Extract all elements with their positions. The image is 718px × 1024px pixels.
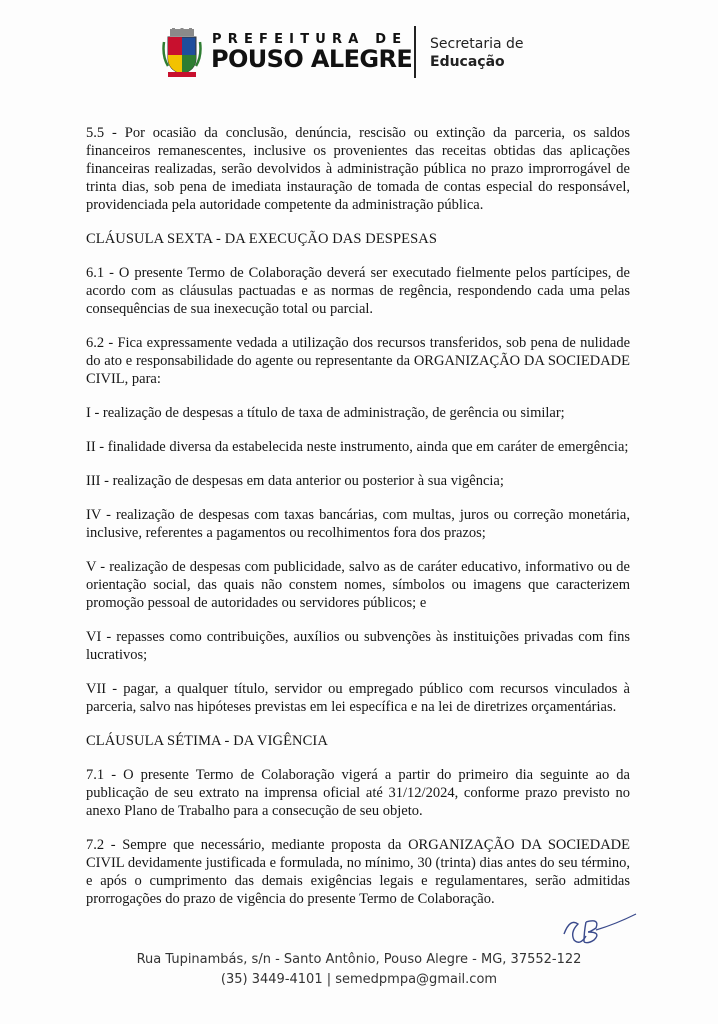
document-body — [86, 124, 630, 908]
brand-top-text: PREFEITURA DE — [212, 32, 408, 47]
header-divider — [414, 26, 416, 78]
clause-heading-sexta: CLÁUSULA SEXTA - DA EXECUÇÃO DAS DESPESAS — [86, 231, 437, 247]
department-line-1: Secretaria de — [430, 36, 524, 52]
list-item-iv: IV - realização de despesas com taxas bancárias, com multas, juros ou correção monetária, inclusive, referentes a pagamentos ou recolhimentos fora dos prazos; — [86, 507, 630, 541]
paragraph-7-1: 7.1 - O presente Termo de Colaboração vigerá a partir do primeiro dia seguinte ao da publicação de seu extrato na imprensa oficial até 31/12/2024, conforme prazo previsto no anexo Plano de Trabalho para a consecução de seu objeto. — [86, 767, 630, 819]
paragraph-7-2: 7.2 - Sempre que necessário, mediante proposta da ORGANIZAÇÃO DA SOCIEDADE CIVIL devidamente justificada e formulada, no mínimo, 30 (trinta) dias antes do seu término, e após o cumprimento das demais exigências legais e regulamentares, serão admitidas prorrogações do prazo de vigência do presente Termo de Colaboração. — [86, 837, 630, 907]
municipal-coat-of-arms-icon — [162, 28, 202, 78]
letterhead — [162, 24, 562, 84]
footer-address: Rua Tupinambás, s/n - Santo Antônio, Pouso Alegre - MG, 37552-122 — [136, 952, 582, 967]
paragraph-6-2: 6.2 - Fica expressamente vedada a utilização dos recursos transferidos, sob pena de nulidade do ato e responsabilidade do agente ou representante da ORGANIZAÇÃO DA SOCIEDADE CIVIL, para: — [86, 335, 630, 387]
paragraph-6-1: 6.1 - O presente Termo de Colaboração deverá ser executado fielmente pelos partícipes, de acordo com as cláusulas pactuadas e as normas de regência, respondendo cada uma pelas consequências de sua inexecução total ou parcial. — [86, 265, 630, 317]
list-item-iii: III - realização de despesas em data anterior ou posterior à sua vigência; — [86, 473, 504, 489]
list-item-i: I - realização de despesas a título de taxa de administração, de gerência ou similar; — [86, 405, 565, 421]
department-label — [430, 35, 524, 71]
list-item-vii: VII - pagar, a qualquer título, servidor ou empregado público com recursos vinculados à parceria, salvo nas hipóteses previstas em lei específica e na lei de diretrizes orçamentárias. — [86, 681, 630, 715]
clause-heading-setima: CLÁUSULA SÉTIMA - DA VIGÊNCIA — [86, 733, 328, 749]
paragraph-5-5: 5.5 - Por ocasião da conclusão, denúncia, rescisão ou extinção da parceria, os saldos financeiros remanescentes, inclusive os provenientes das receitas obtidas das aplicações financeiras realizadas, serão devolvidos à administração pública no prazo improrrogável de trinta dias, sob pena de imediata instauração de tomada de contas especial do responsável, providenciada pela autoridade competente da administração pública. — [86, 125, 630, 213]
brand-main-text: POUSO ALEGRE — [211, 45, 413, 73]
handwritten-signature-icon — [560, 912, 640, 948]
list-item-v: V - realização de despesas com publicidade, salvo as de caráter educativo, informativo ou de orientação social, das quais não constem nomes, símbolos ou imagens que caracterizem promoção pessoal de autoridades ou servidores públicos; e — [86, 559, 630, 611]
footer-contact: (35) 3449-4101 | semedpmpa@gmail.com — [220, 972, 498, 987]
list-item-vi: VI - repasses como contribuições, auxílios ou subvenções às instituições privadas com fins lucrativos; — [86, 629, 630, 663]
page-footer — [0, 950, 718, 990]
department-line-2: Educação — [430, 54, 505, 70]
list-item-ii: II - finalidade diversa da estabelecida neste instrumento, ainda que em caráter de emergência; — [86, 439, 629, 455]
